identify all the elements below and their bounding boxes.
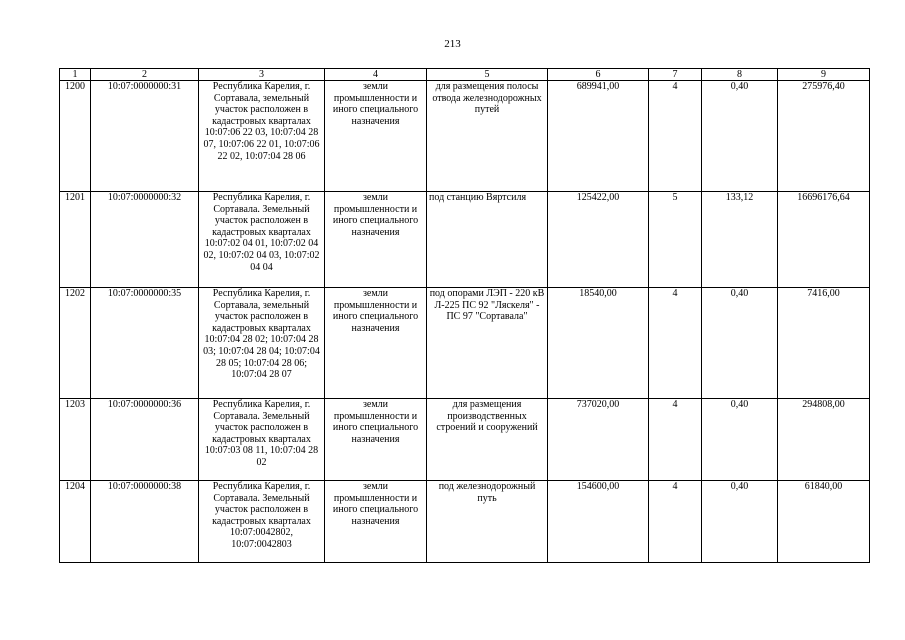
plot-area: 689941,00 [548,81,649,192]
plot-area: 18540,00 [548,288,649,399]
row-number: 1202 [60,288,91,399]
permitted-use: под опорами ЛЭП - 220 кВ Л-225 ПС 92 "Ляскеля" - ПС 97 "Сортавала" [427,288,548,399]
column-header: 7 [649,69,702,81]
row-number: 1200 [60,81,91,192]
land-plots-table [59,68,870,563]
row-number: 1204 [60,481,91,563]
land-category: земли промышленности и иного специального назначения [325,288,427,399]
column-8-value: 0,40 [702,399,778,481]
cadastral-number: 10:07:0000000:32 [91,192,199,288]
plot-location: Республика Карелия, г. Сортавала. Земельный участок расположен в кадастровых кварталах 10:07:03 08 11, 10:07:04 28 02 [199,399,325,481]
column-number-row [60,69,870,81]
plot-area: 154600,00 [548,481,649,563]
plot-location: Республика Карелия, г. Сортавала, земельный участок расположен в кадастровых кварталах 10:07:06 22 03, 10:07:04 28 07, 10:07:06 22 01, 10:07:06 22 02, 10:07:04 28 06 [199,81,325,192]
permitted-use: под станцию Вяртсиля [427,192,548,288]
column-header: 3 [199,69,325,81]
column-7-value: 4 [649,481,702,563]
land-category: земли промышленности и иного специального назначения [325,481,427,563]
row-number: 1203 [60,399,91,481]
cadastral-number: 10:07:0000000:35 [91,288,199,399]
cadastral-number: 10:07:0000000:31 [91,81,199,192]
land-category: земли промышленности и иного специального назначения [325,399,427,481]
permitted-use: для размещения производственных строений и сооружений [427,399,548,481]
table-row [60,192,870,288]
column-8-value: 0,40 [702,81,778,192]
column-9-value: 16696176,64 [778,192,870,288]
plot-area: 737020,00 [548,399,649,481]
table-row [60,81,870,192]
column-7-value: 5 [649,192,702,288]
column-header: 5 [427,69,548,81]
table-row [60,288,870,399]
column-8-value: 133,12 [702,192,778,288]
column-header: 6 [548,69,649,81]
column-9-value: 294808,00 [778,399,870,481]
column-header: 8 [702,69,778,81]
column-8-value: 0,40 [702,481,778,563]
permitted-use: для размещения полосы отвода железнодорожных путей [427,81,548,192]
column-7-value: 4 [649,288,702,399]
column-8-value: 0,40 [702,288,778,399]
plot-location: Республика Карелия, г. Сортавала. Земельный участок расположен в кадастровых кварталах 10:07:0042802, 10:07:0042803 [199,481,325,563]
page-number: 213 [444,38,461,50]
column-9-value: 7416,00 [778,288,870,399]
cadastral-number: 10:07:0000000:36 [91,399,199,481]
plot-location: Республика Карелия, г. Сортавала. Земельный участок расположен в кадастровых кварталах 10:07:02 04 01, 10:07:02 04 02, 10:07:02 04 03, 10:07:02 04 04 [199,192,325,288]
column-9-value: 61840,00 [778,481,870,563]
column-header: 2 [91,69,199,81]
plot-area: 125422,00 [548,192,649,288]
column-header: 1 [60,69,91,81]
table-row [60,399,870,481]
land-category: земли промышленности и иного специального назначения [325,81,427,192]
plot-location: Республика Карелия, г. Сортавала, земельный участок расположен в кадастровых кварталах 10:07:04 28 02; 10:07:04 28 03; 10:07:04 28 04; 10:07:04 28 05; 10:07:04 28 06; 10:07:04 28 07 [199,288,325,399]
row-number: 1201 [60,192,91,288]
table-row [60,481,870,563]
permitted-use: под железнодорожный путь [427,481,548,563]
column-7-value: 4 [649,399,702,481]
column-header: 9 [778,69,870,81]
land-category: земли промышленности и иного специального назначения [325,192,427,288]
column-header: 4 [325,69,427,81]
cadastral-number: 10:07:0000000:38 [91,481,199,563]
column-7-value: 4 [649,81,702,192]
column-9-value: 275976,40 [778,81,870,192]
